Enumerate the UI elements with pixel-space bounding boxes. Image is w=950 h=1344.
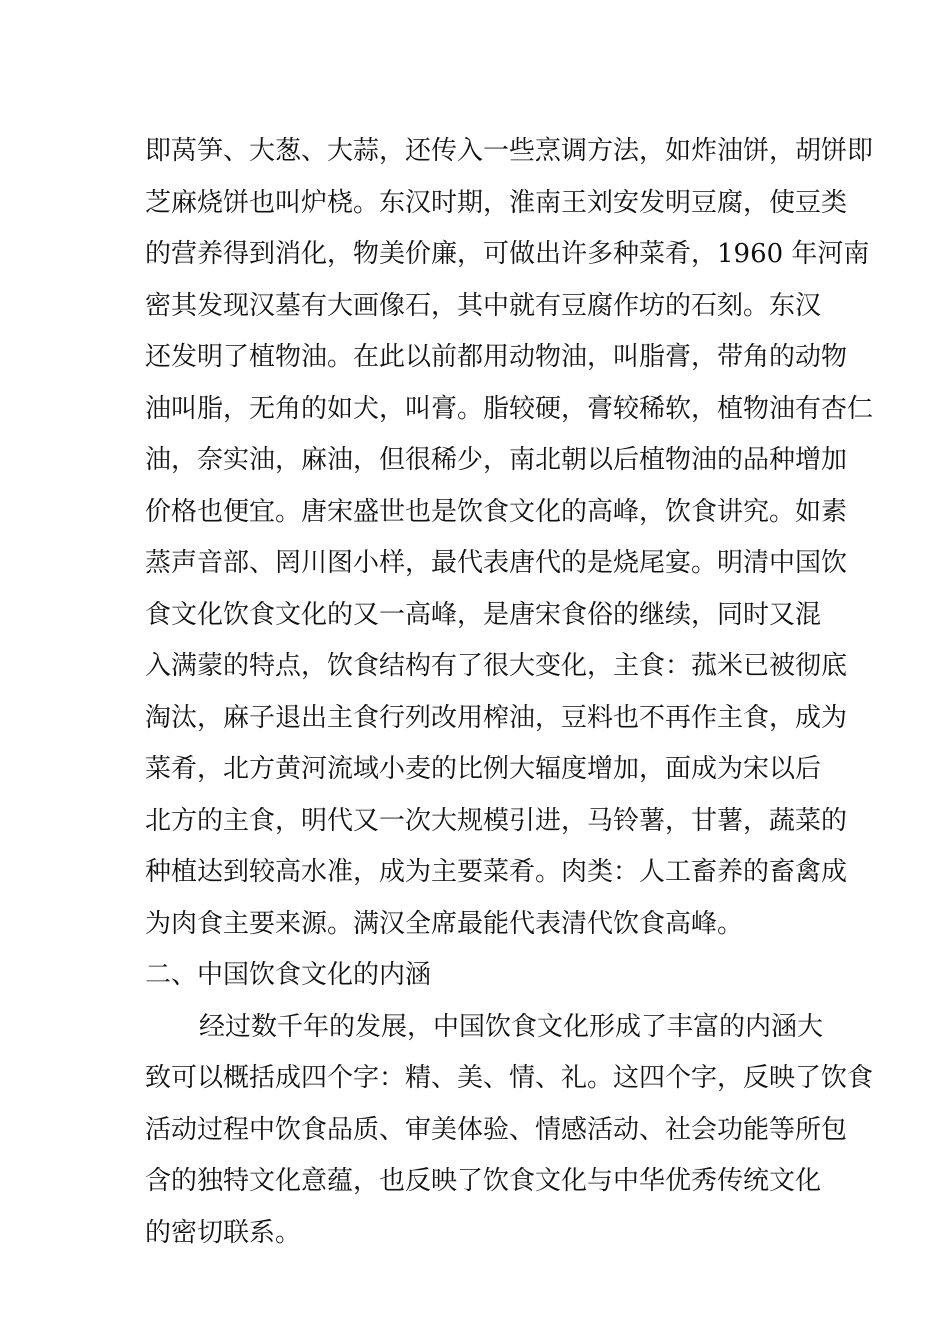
- text-line: 含的独特文化意蕴，也反映了饮食文化与中华优秀传统文化: [145, 1166, 822, 1196]
- text-line: 经过数千年的发展，中国饮食文化形成了丰富的内涵大: [199, 1011, 824, 1042]
- text-line: 即莴笋、大葱、大蒜，还传入一些烹调方法，如炸油饼，胡饼即: [145, 136, 874, 166]
- text-line: 的密切联系。: [145, 1217, 302, 1248]
- section-heading: 二、中国饮食文化的内涵: [145, 960, 432, 990]
- text-line: 北方的主食，明代又一次大规模引进，马铃薯，甘薯，蔬菜的: [145, 805, 848, 836]
- text-line: 油，奈实油，麻油，但很稀少，南北朝以后植物油的品种增加: [145, 445, 848, 475]
- paragraph-food-history: [145, 126, 874, 950]
- text-line: 蒸声音部、罔川图小样，最代表唐代的是烧尾宴。明清中国饮: [145, 548, 848, 578]
- text-line: 淘汰，麻子退出主食行列改用榨油，豆料也不再作主食，成为: [145, 702, 848, 733]
- text-line: 活动过程中饮食品质、审美体验、情感活动、社会功能等所包: [145, 1114, 848, 1145]
- text-line: 油叫脂，无角的如犬，叫膏。脂较硬，膏较稀软，植物油有杏仁: [145, 393, 874, 424]
- text-line: 食文化饮食文化的又一高峰，是唐宋食俗的继续，同时又混: [145, 599, 822, 630]
- text-line: 价格也便宜。唐宋盛世也是饮食文化的高峰，饮食讲究。如素: [145, 496, 848, 527]
- text-line: 致可以概括成四个字：精、美、情、礼。这四个字，反映了饮食: [145, 1063, 874, 1093]
- paragraph-food-culture-connotation: [145, 1002, 874, 1260]
- text-line: 为肉食主要来源。满汉全席最能代表清代饮食高峰。: [145, 908, 744, 939]
- text-line: 入满蒙的特点，饮食结构有了很大变化，主食：菰米已被彻底: [145, 651, 848, 681]
- text-line: 还发明了植物油。在此以前都用动物油，叫脂膏，带角的动物: [145, 342, 848, 372]
- text-line: 菜肴，北方黄河流域小麦的比例大辐度增加，面成为宋以后: [145, 754, 822, 784]
- text-line: 种植达到较高水准，成为主要菜肴。肉类：人工畜养的畜禽成: [145, 857, 848, 887]
- text-line: 密其发现汉墓有大画像石，其中就有豆腐作坊的石刻。东汉: [145, 290, 822, 321]
- document-body: [145, 126, 874, 1259]
- text-line: 的营养得到消化，物美价廉，可做出许多种菜肴，1960 年河南: [145, 239, 870, 269]
- text-line: 芝麻烧饼也叫炉桡。东汉时期，淮南王刘安发明豆腐，使豆类: [145, 187, 848, 218]
